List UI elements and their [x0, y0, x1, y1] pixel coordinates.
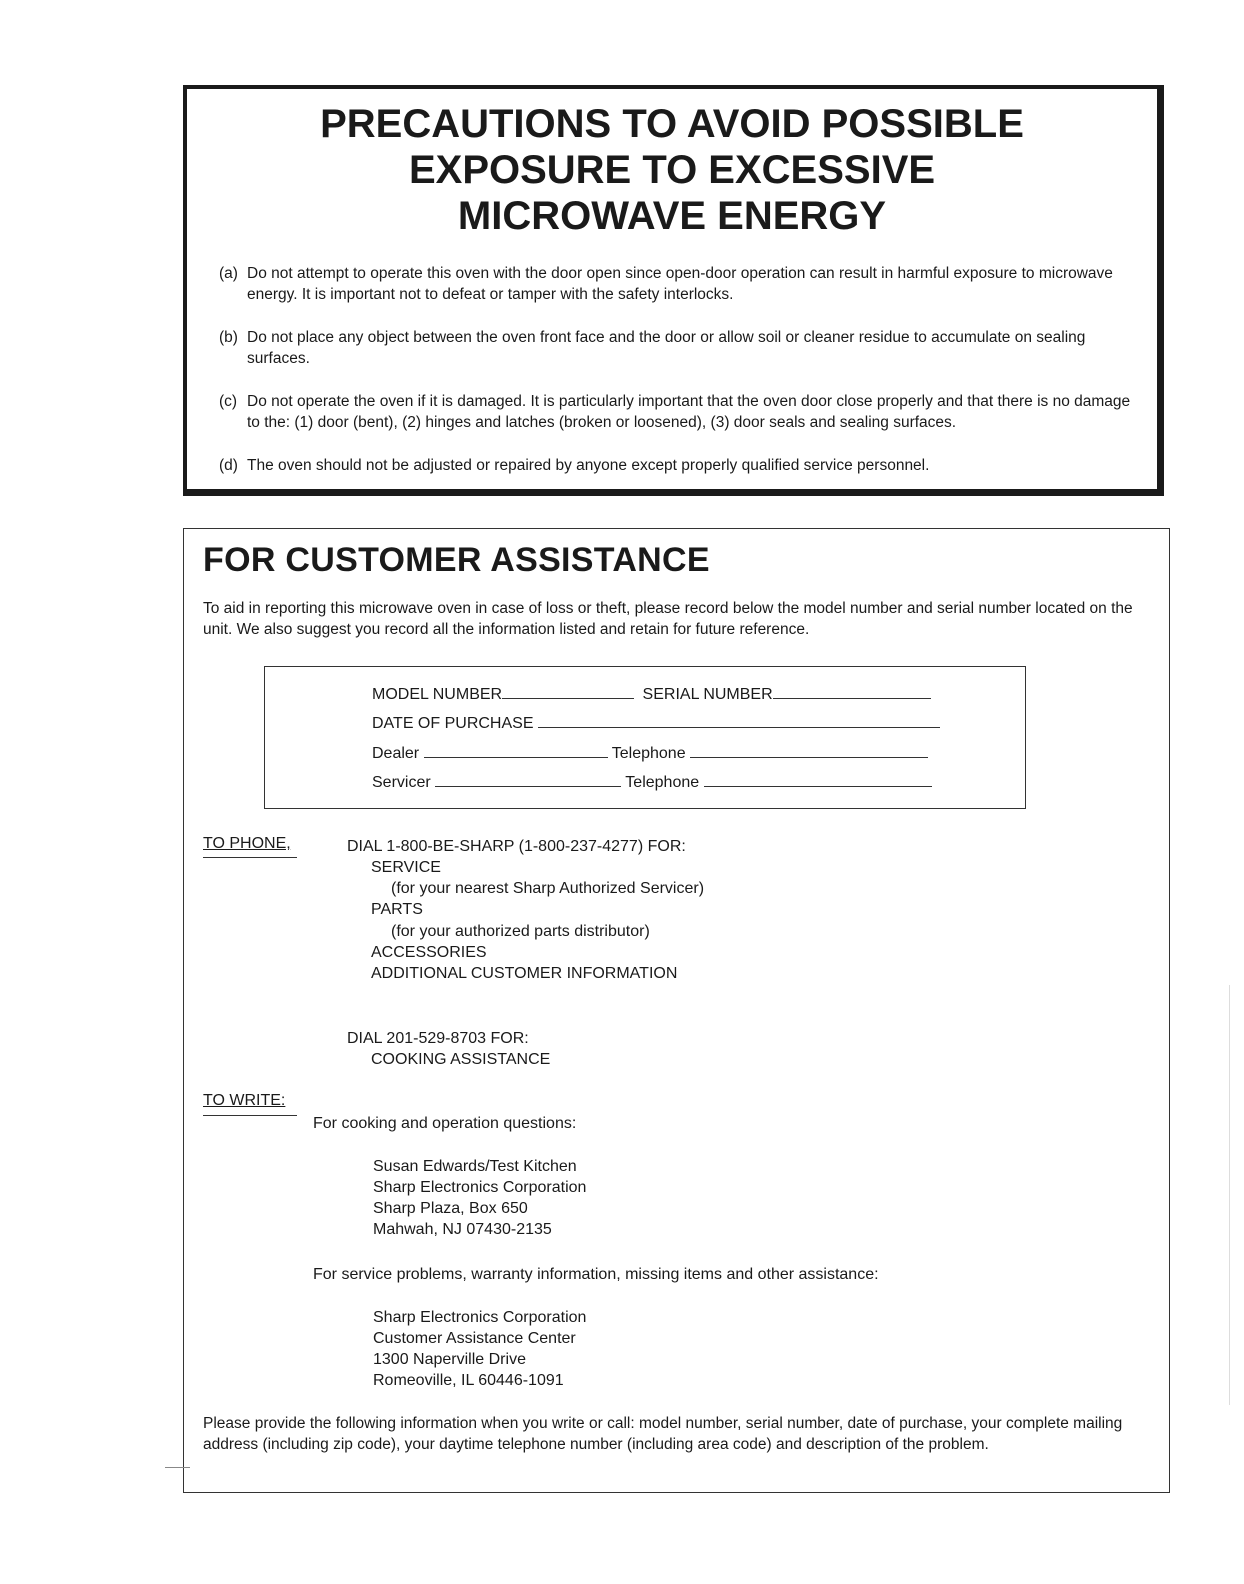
servicer-telephone-label: Telephone: [625, 774, 700, 791]
item-text: The oven should not be adjusted or repaired by anyone except properly qualified service personnel.: [247, 457, 930, 474]
parts-note: (for your authorized parts distributor): [391, 923, 650, 940]
serial-number-field[interactable]: [773, 684, 931, 699]
dealer-label: Dealer: [372, 745, 420, 762]
date-of-purchase-label: DATE OF PURCHASE: [372, 715, 534, 732]
title-line: PRECAUTIONS TO AVOID POSSIBLE: [320, 102, 1024, 146]
address-line: Susan Edwards/Test Kitchen: [373, 1158, 577, 1175]
item-label: (b): [219, 329, 238, 346]
footer-instructions: Please provide the following information when you write or call: model number, serial number, date of purchase, your complete mailing address (including zip code), your daytime telephone number (including area code) and description of the problem.: [203, 1415, 1123, 1453]
item-label: (d): [219, 457, 238, 474]
dealer-telephone-label: Telephone: [611, 745, 686, 762]
form-row-date: [372, 713, 940, 733]
form-row-model: [372, 684, 931, 704]
cooking-assistance-line: COOKING ASSISTANCE: [371, 1051, 551, 1068]
dealer-field[interactable]: [424, 743, 608, 758]
precautions-box: [183, 85, 1164, 496]
precaution-item-c: [219, 391, 1141, 433]
precaution-item-d: [219, 455, 1141, 476]
servicer-field[interactable]: [435, 772, 621, 787]
item-text: Do not operate the oven if it is damaged. It is particularly important that the oven door close properly and that there is no damage to the: (1) door (bent), (2) hinges and latches (broken or loosened), (3) door seals and sealing surfaces.: [247, 393, 1131, 431]
precautions-list: [219, 263, 1141, 498]
address-line: Romeoville, IL 60446-1091: [373, 1372, 564, 1389]
form-row-servicer: [372, 772, 932, 792]
address-line: Sharp Plaza, Box 650: [373, 1200, 528, 1217]
model-number-label: MODEL NUMBER: [372, 686, 503, 703]
address-line: 1300 Naperville Drive: [373, 1351, 526, 1368]
record-form: [264, 666, 1026, 809]
address-line: Sharp Electronics Corporation: [373, 1179, 587, 1196]
dealer-telephone-field[interactable]: [690, 743, 928, 758]
accessories-line: ACCESSORIES: [371, 944, 487, 961]
address-line: Mahwah, NJ 07430-2135: [373, 1221, 552, 1238]
to-write-rule: [203, 1115, 297, 1116]
dial-201-line: DIAL 201-529-8703 FOR:: [347, 1030, 529, 1047]
serial-number-label: SERIAL NUMBER: [642, 686, 773, 703]
parts-line: PARTS: [371, 901, 423, 918]
to-phone-rule: [203, 857, 297, 858]
customer-assistance-box: [183, 528, 1170, 1493]
item-text: Do not attempt to operate this oven with the door open since open-door operation can result in harmful exposure to microwave energy. It is important not to defeat or tamper with the safety interlocks.: [247, 265, 1113, 303]
fold-mark: [165, 1467, 190, 1468]
assistance-heading: FOR CUSTOMER ASSISTANCE: [203, 541, 710, 579]
title-line: MICROWAVE ENERGY: [457, 194, 887, 238]
title-line: EXPOSURE TO EXCESSIVE: [408, 148, 936, 192]
servicer-telephone-field[interactable]: [704, 772, 932, 787]
scan-edge-mark: [1229, 985, 1230, 1405]
item-text: Do not place any object between the oven front face and the door or allow soil or cleaner residue to accumulate on sealing surfaces.: [247, 329, 1086, 367]
address-line: Sharp Electronics Corporation: [373, 1309, 587, 1326]
cooking-questions-line: For cooking and operation questions:: [313, 1115, 577, 1132]
servicer-label: Servicer: [372, 774, 431, 791]
to-phone-label: TO PHONE,: [203, 835, 291, 852]
date-of-purchase-field[interactable]: [538, 713, 940, 728]
additional-info-line: ADDITIONAL CUSTOMER INFORMATION: [371, 965, 678, 982]
address-line: Customer Assistance Center: [373, 1330, 576, 1347]
dial-800-line: DIAL 1-800-BE-SHARP (1-800-237-4277) FOR:: [347, 838, 686, 855]
assistance-intro: To aid in reporting this microwave oven in case of loss or theft, please record below the model number and serial number located on the unit. We also suggest you record all the information listed and retain for future reference.: [203, 600, 1133, 638]
service-line: SERVICE: [371, 859, 441, 876]
to-write-label: TO WRITE:: [203, 1092, 286, 1109]
precaution-item-b: [219, 327, 1141, 369]
form-row-dealer: [372, 743, 928, 763]
item-label: (a): [219, 265, 238, 282]
precautions-title: [187, 101, 1157, 239]
service-note: (for your nearest Sharp Authorized Servicer): [391, 880, 705, 897]
item-label: (c): [219, 393, 238, 410]
model-number-field[interactable]: [502, 684, 634, 699]
precaution-item-a: [219, 263, 1141, 305]
service-problems-line: For service problems, warranty information, missing items and other assistance:: [313, 1266, 879, 1283]
